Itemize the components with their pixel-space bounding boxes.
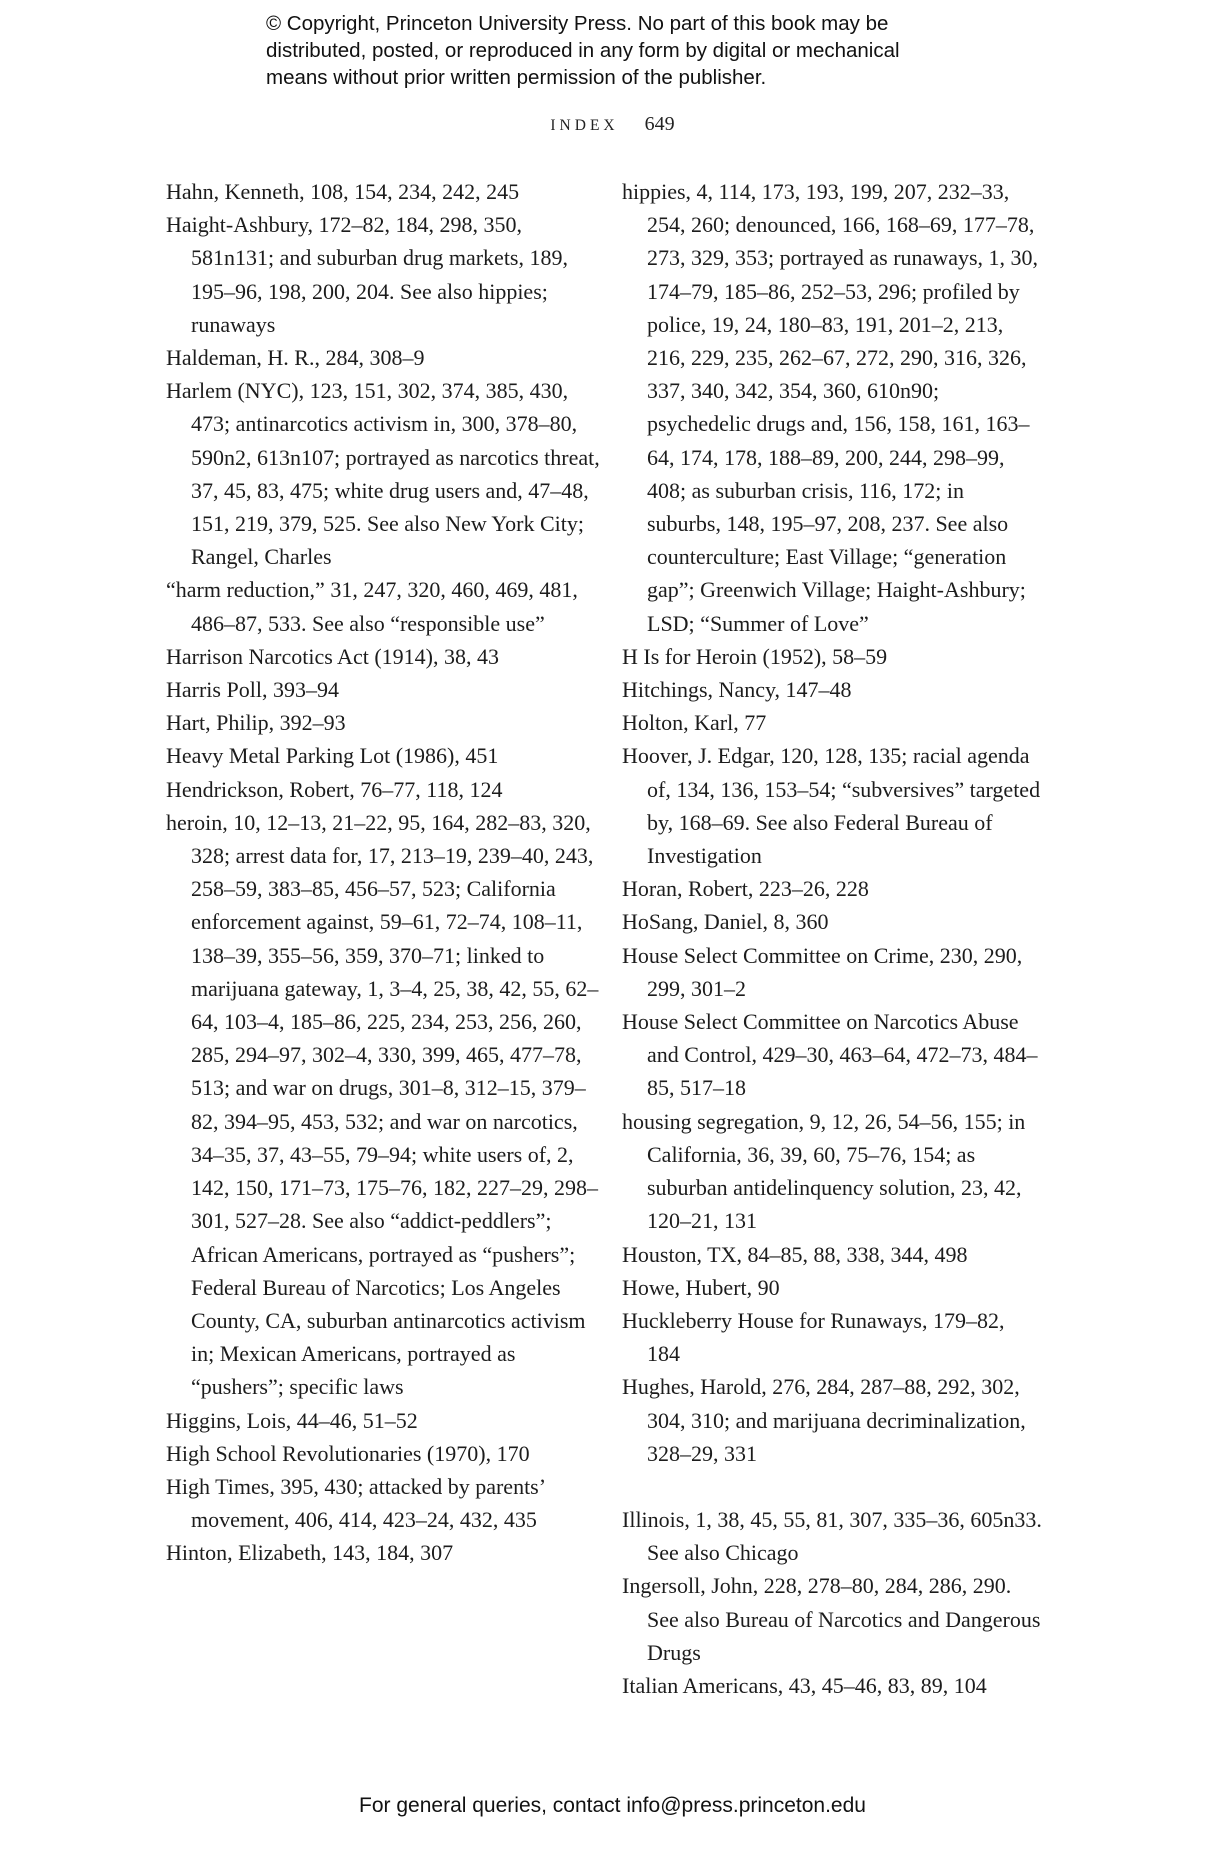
index-column-left [166,175,606,1570]
index-entry: House Select Committee on Crime, 230, 290, 299, 301–2 [622,942,1023,1001]
index-entry: Higgins, Lois, 44–46, 51–52 [166,1407,418,1433]
index-entry: Holton, Karl, 77 [622,710,767,736]
copyright-line: © Copyright, Princeton University Press. No part of this book may be [266,12,889,35]
index-entry: House Select Committee on Narcotics Abuse and Control, 429–30, 463–64, 472–73, 484–85, 517–18 [622,1009,1038,1101]
index-entry: Haldeman, H. R., 284, 308–9 [166,345,425,371]
index-entry: Huckleberry House for Runaways, 179–82, 184 [622,1307,1005,1367]
section-label: INDEX [550,117,619,134]
index-entry: Ingersoll, John, 228, 278–80, 284, 286, 290. See also Bureau of Narcotics and Dangerous Drugs [622,1573,1041,1665]
page-number: 649 [644,113,675,135]
index-entry: High School Revolutionaries (1970), 170 [166,1440,530,1466]
index-entry: High Times, 395, 430; attacked by parents’ movement, 406, 414, 423–24, 432, 435 [166,1473,545,1533]
index-entry: Howe, Hubert, 90 [622,1274,780,1300]
index-entry: hippies, 4, 114, 173, 193, 199, 207, 232–33, 254, 260; denounced, 166, 168–69, 177–78, 273, 329, 353; portrayed as runaways, 1, 30, 174–79, 185–86, 252–53, 296; profiled by police, 19, 24, 180–83, 191, 201–2, 213, 216, 229, 235, 262–67, 272, 290, 316, 326, 337, 340, 342, 354, 360, 610n90; psychedelic drugs and, 156, 158, 161, 163–64, 174, 178, 188–89, 200, 244, 298–99, 408; as suburban crisis, 116, 172; in suburbs, 148, 195–97, 208, 237. See also counterculture; East Village; “generation gap”; Greenwich Village; Haight-Ashbury; LSD; “Summer of Love” [622,179,1039,636]
index-entry: housing segregation, 9, 12, 26, 54–56, 155; in California, 36, 39, 60, 75–76, 154; as suburban antidelinquency solution, 23, 42, 120–21, 131 [622,1108,1026,1234]
index-entry: Hoover, J. Edgar, 120, 128, 135; racial agenda of, 134, 136, 153–54; “subversives” targeted by, 168–69. See also Federal Bureau of Investigation [622,743,1041,869]
index-entry: Hart, Philip, 392–93 [166,710,346,736]
running-head [0,113,1225,136]
copyright-notice [266,10,986,91]
index-entry: Harlem (NYC), 123, 151, 302, 374, 385, 430, 473; antinarcotics activism in, 300, 378–80, 590n2, 613n107; portrayed as narcotics threat, 37, 45, 83, 475; white drug users and, 47–48, 151, 219, 379, 525. See also New York City; Rangel, Charles [166,378,600,570]
index-entry: Hughes, Harold, 276, 284, 287–88, 292, 302, 304, 310; and marijuana decriminalization, 328–29, 331 [622,1374,1026,1466]
index-entry: Hinton, Elizabeth, 143, 184, 307 [166,1540,454,1566]
index-entry: Harrison Narcotics Act (1914), 38, 43 [166,643,499,669]
index-entry: Italian Americans, 43, 45–46, 83, 89, 104 [622,1672,987,1698]
index-entry: Haight-Ashbury, 172–82, 184, 298, 350, 581n131; and suburban drug markets, 189, 195–96, 198, 200, 204. See also hippies; runaways [166,212,568,337]
index-entry: H Is for Heroin (1952), 58–59 [622,643,888,669]
copyright-line: distributed, posted, or reproduced in any form by digital or mechanical [266,39,900,62]
index-entry: Houston, TX, 84–85, 88, 338, 344, 498 [622,1241,968,1267]
copyright-line: means without prior written permission of the publisher. [266,66,767,89]
index-entry: Hahn, Kenneth, 108, 154, 234, 242, 245 [166,179,520,204]
index-entry: Hendrickson, Robert, 76–77, 118, 124 [166,776,503,802]
index-entry: Heavy Metal Parking Lot (1986), 451 [166,743,499,769]
index-entry: Hitchings, Nancy, 147–48 [622,677,852,703]
index-entry: Harris Poll, 393–94 [166,677,339,703]
index-entry: heroin, 10, 12–13, 21–22, 95, 164, 282–83, 320, 328; arrest data for, 17, 213–19, 239–40, 243, 258–59, 383–85, 456–57, 523; California enforcement against, 59–61, 72–74, 108–11, 138–39, 355–56, 359, 370–71; linked to marijuana gateway, 1, 3–4, 25, 38, 42, 55, 62–64, 103–4, 185–86, 225, 234, 253, 256, 260, 285, 294–97, 302–4, 330, 399, 465, 477–78, 513; and war on drugs, 301–8, 312–15, 379–82, 394–95, 453, 532; and war on narcotics, 34–35, 37, 43–55, 79–94; white users of, 2, 142, 150, 171–73, 175–76, 182, 227–29, 298–301, 527–28. See also “addict-peddlers”; African Americans, portrayed as “pushers”; Federal Bureau of Narcotics; Los Angeles County, CA, suburban antinarcotics activism in; Mexican Americans, portrayed as “pushers”; specific laws [166,809,599,1400]
index-entry: Horan, Robert, 223–26, 228 [622,876,869,902]
index-column-right [622,175,1042,1702]
footer-contact: For general queries, contact info@press.princeton.edu [359,1794,866,1817]
index-entry: “harm reduction,” 31, 247, 320, 460, 469, 481, 486–87, 533. See also “responsible use” [166,577,578,636]
index-entry: Illinois, 1, 38, 45, 55, 81, 307, 335–36, 605n33. See also Chicago [622,1506,1042,1566]
index-entry: HoSang, Daniel, 8, 360 [622,909,829,935]
